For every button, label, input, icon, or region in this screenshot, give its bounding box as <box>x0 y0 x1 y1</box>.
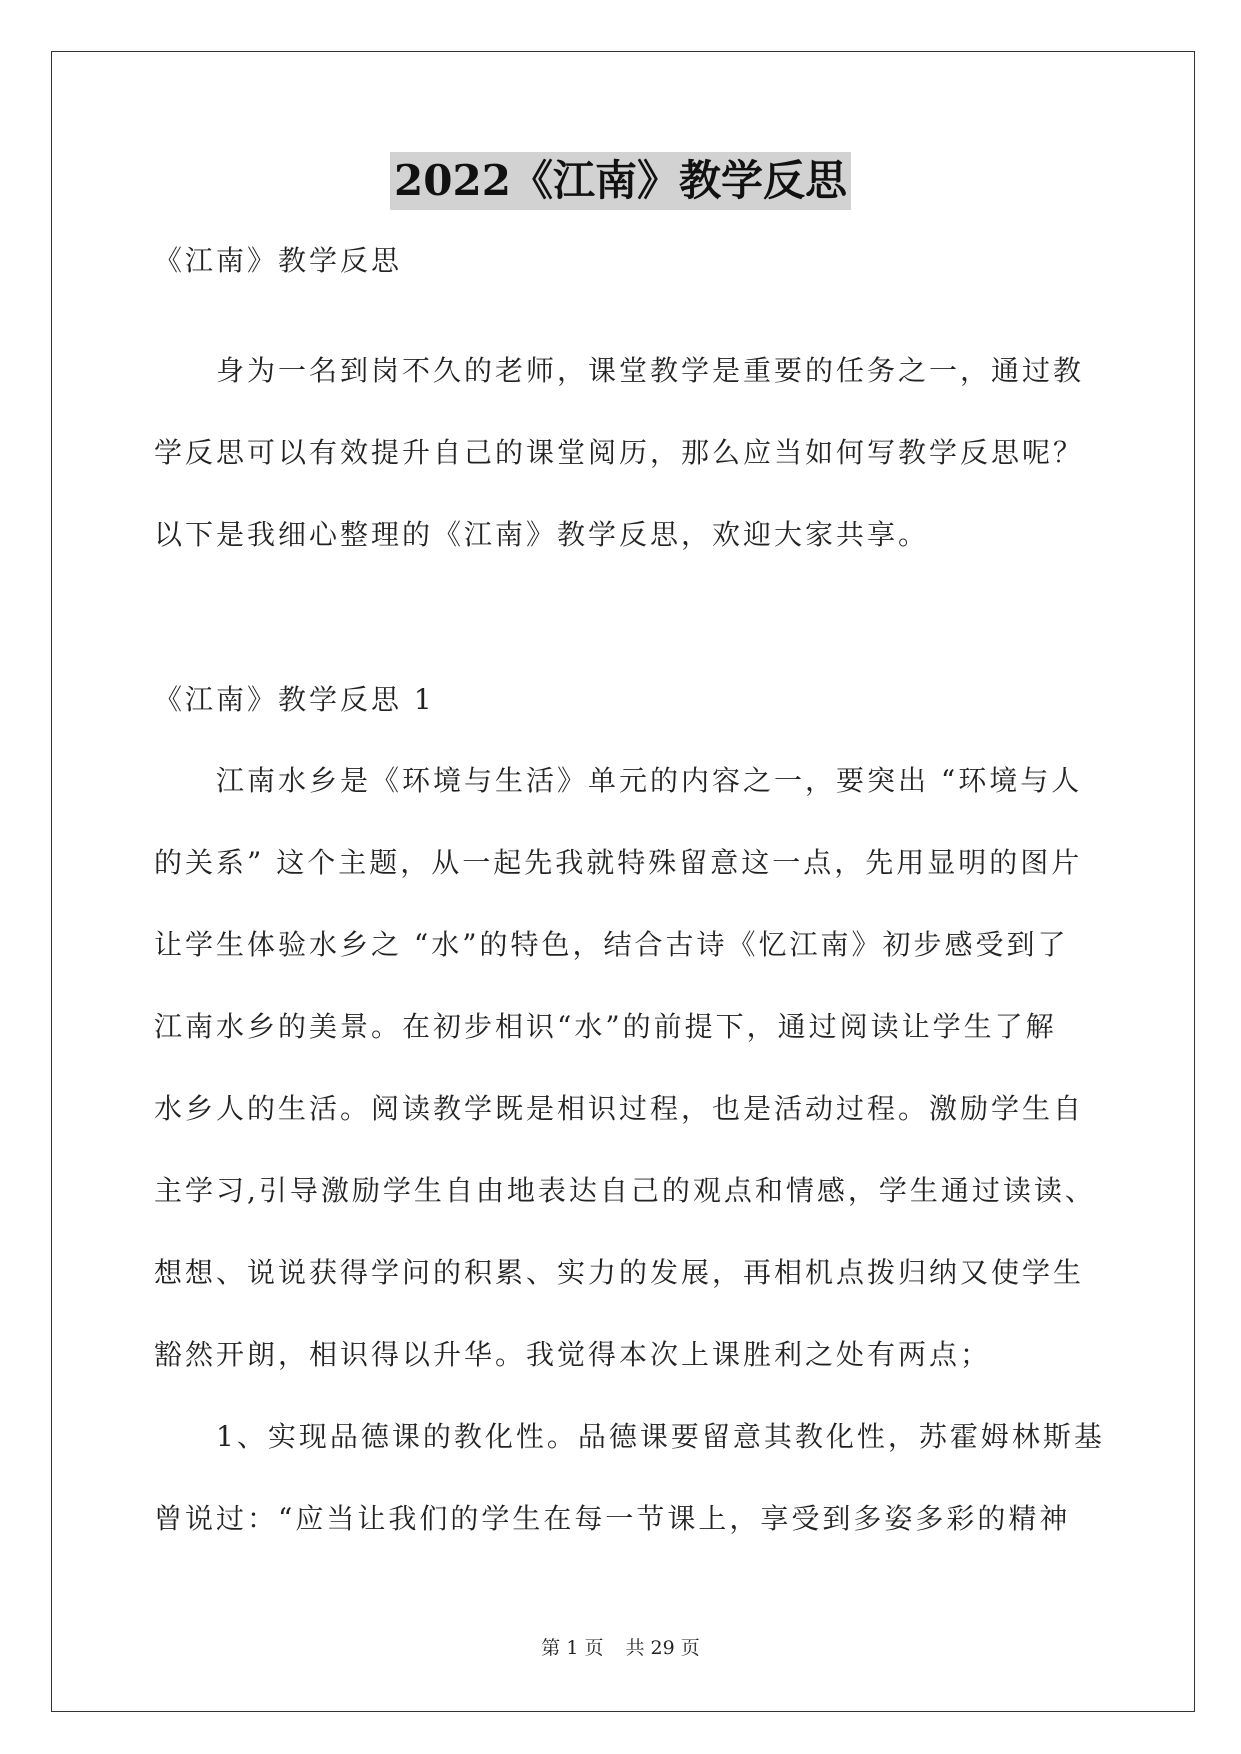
paragraph-line: 江南水乡是《环境与生活》单元的内容之一，要突出 “环境与人 <box>216 764 1083 797</box>
paragraph-line: 的关系” 这个主题，从一起先我就特殊留意这一点，先用显明的图片 <box>154 846 1083 879</box>
paragraph-line: 1、实现品德课的教化性。品德课要留意其教化性，苏霍姆林斯基 <box>216 1420 1105 1453</box>
paragraph-line: 豁然开朗，相识得以升华。我觉得本次上课胜利之处有两点； <box>154 1338 992 1371</box>
paragraph-line: 以下是我细心整理的《江南》教学反思，欢迎大家共享。 <box>154 518 930 551</box>
page-number: 第 1 页 <box>541 1637 604 1659</box>
title-block <box>0 152 1241 210</box>
page-footer <box>0 1636 1241 1660</box>
paragraph-line: 学反思可以有效提升自己的课堂阅历，那么应当如何写教学反思呢？ <box>154 436 1085 469</box>
paragraph-line: 身为一名到岗不久的老师，课堂教学是重要的任务之一，通过教 <box>216 354 1085 387</box>
paragraph-line: 主学习,引导激励学生自由地表达自己的观点和情感，学生通过读读、 <box>154 1174 1096 1207</box>
paragraph-line: 水乡人的生活。阅读教学既是相识过程，也是活动过程。激励学生自 <box>154 1092 1085 1125</box>
document-title: 2022《江南》教学反思 <box>390 152 851 210</box>
paragraph-line: 江南水乡的美景。在初步相识“水”的前提下，通过阅读让学生了解 <box>154 1010 1057 1043</box>
paragraph-line: 让学生体验水乡之 “水”的特色，结合古诗《忆江南》初步感受到了 <box>154 928 1069 961</box>
paragraph-line: 曾说过：“应当让我们的学生在每一节课上，享受到多姿多彩的精神 <box>154 1502 1071 1535</box>
paragraph-line: 想想、说说获得学问的积累、实力的发展，再相机点拨归纳又使学生 <box>154 1256 1085 1289</box>
document-subtitle: 《江南》教学反思 <box>154 244 403 277</box>
section-heading: 《江南》教学反思 1 <box>154 683 435 716</box>
page-total: 共 29 页 <box>625 1637 700 1659</box>
